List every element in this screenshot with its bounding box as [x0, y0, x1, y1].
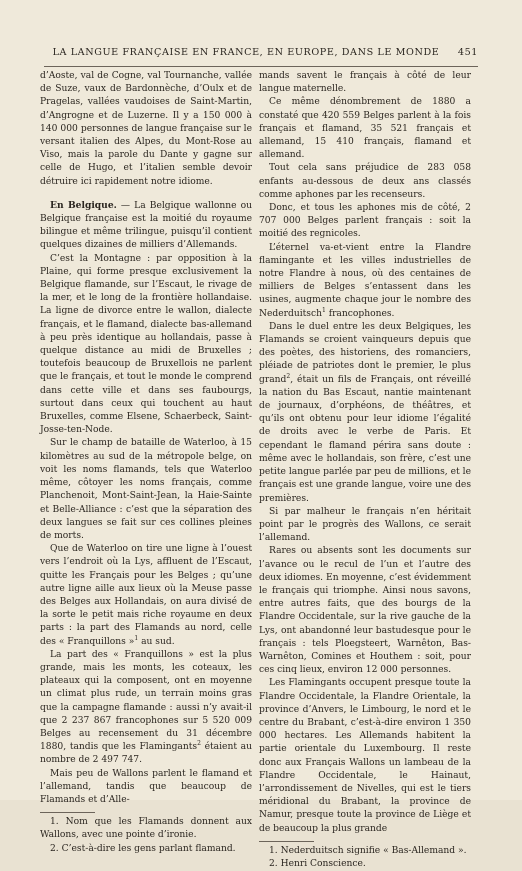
paragraph: Si par malheur le français n’en héritait point par le progrès des Wallons, ce serait l’allemand. [259, 506, 471, 544]
section-paragraph [40, 199, 252, 253]
paragraph [40, 649, 252, 768]
footnote-rule [40, 812, 95, 813]
paragraph-text: au sud. [138, 636, 175, 647]
page-number: 451 [457, 47, 478, 58]
paragraph: Donc, et tous les aphones mis de côté, 2 707 000 Belges parlent français : soit la moitié des regnicoles. [259, 203, 471, 240]
left-column [40, 70, 252, 856]
footnote-ref: 1 [321, 306, 326, 314]
paragraph-text: étaient au nombre de 2 497 747. [40, 742, 252, 766]
paragraph [259, 321, 471, 506]
paragraph [40, 543, 252, 649]
paragraph-text: La part des « Franquillons » est la plus grande, mais les monts, les coteaux, les plateaux qui la composent, ont en moyenne un climat plus rude, un terrain moins gras que la campagne flamande : aussi n’y avait-il que 2 237 867 francophones sur 5 520 009 Belges au recensement du 31 décembre 1880, tandis que les Flamingants [40, 649, 252, 753]
footnote: 1. Nom que les Flamands donnent aux Wallons, avec une pointe d’ironie. [40, 817, 252, 841]
footnote: 2. Henri Conscience. [269, 858, 366, 869]
paragraph: Mais peu de Wallons parlent le flamand et l’allemand, tandis que beaucoup de Flamands et d’Alle- [40, 768, 252, 805]
paragraph-text: L’éternel va-et-vient entre la Flandre flamingante et les villes industrielles de notre Flandre à nous, où des centaines de milliers de Belges s’entassent dans les usines, augmente chaque jour le nombre des Nederduitsch [259, 242, 471, 319]
footnote-ref: 1 [134, 634, 139, 642]
paragraph: Sur le champ de bataille de Waterloo, à 15 kilomètres au sud de la métropole belge, on voit les noms flamands, tels que Waterloo même, côtoyer les noms français, comme Planchenoit, Mont-Saint-Jean, la Haie-Sainte et Belle-Alliance : c’est que la séparation des deux langues se fait sur ces collines pleines de morts. [40, 438, 252, 541]
paragraph: C’est la Montagne : par opposition à la Plaine, qui forme presque exclusivement la Belgique flamande, sur l’Escaut, le rivage de la mer, et le long de la frontière hollandaise. La ligne de divorce entre le wallon, dialecte français, et le flamand, dialecte bas-allemand à peu près identique au hollandais, passe à quelque distance au midi de Bruxelles ; toutefois beaucoup de Bruxellois ne parlent que le français, et tout le monde le comprend dans cette ville et dans ses faubourgs, surtout dans ceux qui touchent au haut Bruxelles, comme Elsene, Schaerbeck, Saint-Josse-ten-Node. [40, 253, 252, 436]
paragraph: Ce même dénombrement de 1880 a constaté que 420 559 Belges parlent à la fois français et flamand, 35 521 français et allemand, 15 410 français, flamand et allemand. [259, 97, 471, 161]
paragraph-text: francophones. [325, 308, 395, 319]
running-title: LA LANGUE FRANÇAISE EN FRANCE, EN EUROPE, DANS LE MONDE [52, 47, 440, 58]
paragraph: Rares ou absents sont les documents sur l’avance ou le recul de l’un et l’autre des deux idiomes. En moyenne, c’est évidemment le français qui triomphe. Ainsi nous savons, entre autres faits, que des bourgs de la Flandre Occidentale, sur la rive gauche de la Lys, ont abandonné leur bastudesque pour le français : tels Ploegsteert, Warnêton, Bas-Warnêton, Comines et Houthem : soit, pour ces cinq lieux, environ 12 000 personnes. [259, 546, 471, 676]
paragraph: Les Flamingants occupent presque toute la Flandre Occidentale, la Flandre Orientale, la province d’Anvers, le Limbourg, le nord et le centre du Brabant, c’est-à-dire environ 1 350 000 hectares. Les Allemands habitent la partie orientale du Luxembourg. Il reste donc aux Français Wallons un lambeau de la Flandre Occidentale, le Hainaut, l’arrondissement de Nivelles, qui est le tiers méridional du Brabant, la province de Namur, presque toute la province de Liège et de beaucoup la plus grande [259, 678, 471, 834]
footnote-ref: 2 [286, 372, 291, 380]
paragraph: Tout cela sans préjudice de 283 058 enfants au-dessous de deux ans classés comme aphones par les recenseurs. [259, 163, 471, 200]
running-header [44, 47, 478, 63]
paragraph [259, 242, 471, 321]
right-column [259, 70, 471, 871]
footnote-ref: 2 [197, 740, 201, 748]
footnote: 2. C’est-à-dire les gens parlant flamand. [50, 843, 236, 854]
footnote: 1. Nederduitsch signifie « Bas-Allemand ». [269, 845, 467, 856]
paragraph-text: , était un fils de Français, ont réveillé la nation du Bas Escaut, nantie maintenant de journaux, d’orphéons, de théâtres, et qu’ils ont obtenu pour leur idiome l’égalité de droits avec le verbe de Paris. Et cependant le flamand périra sans doute : même avec le hollandais, son frère, c’est une petite langue parlée par peu de millions, et le français est une grande langue, voire une des premières. [259, 374, 471, 504]
paragraph-text: Dans le duel entre les deux Belgiques, les Flamands se croient vainqueurs depuis que des poètes, des historiens, des romanciers, pléiade de patriotes dont le premier, le plus grand [259, 321, 471, 385]
paragraph: d’Aoste, val de Cogne, val Tournanche, vallée de Suze, vaux de Bardonnèche, d’Oulx et de Pragelas, vallées vaudoises de Saint-Martin, d’Angrogne et de Luzerne. Il y a 150 000 à 140 000 personnes de langue française sur le versant italien des Alpes, du Mont-Rose au Viso, mais la parole du Dante y gagne sur celle de Hugo, et l’italien semble devoir détruire ici rapidement notre idiome. [40, 71, 252, 187]
footnote-rule [259, 841, 314, 842]
header-rule [44, 66, 478, 67]
section-intro-text: — La Belgique wallonne ou Belgique française est la moitié du royaume bilingue et même trilingue, puisqu’il contient quelques dizaines de milliers d’Allemands. [40, 200, 252, 251]
section-title: En Belgique. [50, 199, 117, 211]
paragraph-text: Que de Waterloo on tire une ligne à l’ouest vers l’endroit où la Lys, affluent de l’Escaut, quitte les Français pour les Belges ; qu’une autre ligne aille aux lieux où la Meuse passe des Belges aux Hollandais, on aura divisé de la sorte le petit mais riche royaume en deux parts : la part des Flamands au nord, celle des « Franquillons » [40, 544, 252, 647]
paragraph: mands savent le français à côté de leur langue maternelle. [259, 71, 471, 95]
